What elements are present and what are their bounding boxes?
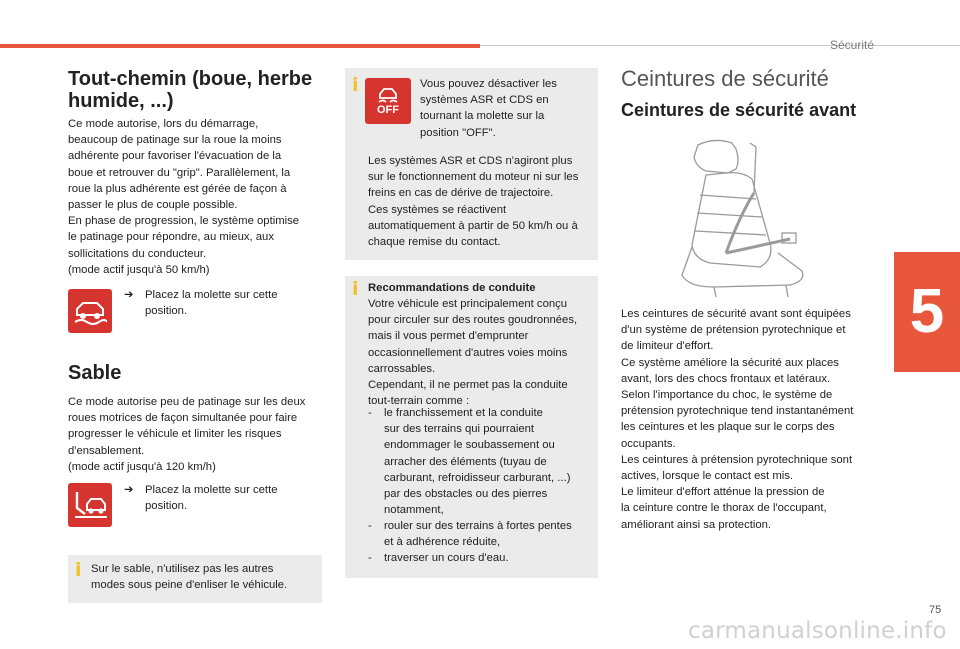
offroad-text: Ce mode autorise, lors du démarrage, beaucoup de patinage sur la roue la moins adhérente pour favoriser l'évacuation de la boue et retrouver du "grip". Parallèlement, la roue la plus adhérente est gérée de façon à passer le plus de couple possible. En phase de progression, le système optimise le patinage pour répondre, au mieux, aux sollicitations du conducteur. (mode actif jusqu'à 50 km/h) — [68, 118, 300, 276]
info-icon: i — [352, 74, 359, 96]
info-icon: i — [75, 559, 82, 581]
sand-heading: Sable — [68, 362, 122, 384]
info-icon: i — [352, 278, 359, 300]
sand-text: Ce mode autorise peu de patinage sur les deux roues motrices de façon simultanée pour faire progresser le véhicule et limiter les risques d'ensablement. (mode actif jusqu'à 120 km/h) — [68, 396, 306, 473]
sand-note-box — [68, 555, 322, 603]
page-number: 75 — [929, 604, 942, 616]
seat-illustration — [670, 135, 820, 300]
off-info-box — [345, 68, 598, 260]
list-item-text: rouler sur des terrains à fortes pentes et à adhérence réduite, — [384, 520, 572, 549]
list-item-text: le franchissement et la conduite sur des terrains qui pourraient endommager le soubassement ou arracher des éléments (tuyau de carburant, refroidisseur carburant, ...) par des obstacles ou des pierres notamment, — [384, 407, 571, 517]
header-accent-bar — [0, 44, 480, 48]
list-item-text: traverser un cours d'eau. — [384, 552, 509, 564]
front-seatbelts-heading: Ceintures de sécurité avant — [621, 100, 857, 120]
off-text: Vous pouvez désactiver les systèmes ASR et CDS en tournant la molette sur la position "OFF". — [420, 78, 557, 139]
recommend-box — [345, 276, 598, 578]
seatbelts-text: Les ceintures de sécurité avant sont équipées d'un système de prétension pyrotechnique et de limiteur d'effort. Ce système améliore la sécurité aux places avant, lors des chocs frontaux et latéraux. Selon l'importance du choc, le système de prétension pyrotechnique tend instantanément les ceintures et les plaque sur le corps des occupants. Les ceintures à prétension pyrotechnique sont actives, lorsque le contact est mis. Le limiteur d'effort atténue la pression de la ceinture contre le thorax de l'occupant, améliorant ainsi sa protection. — [621, 308, 854, 531]
section-title: Sécurité — [829, 38, 874, 52]
bullet-arrow-icon: ➔ — [124, 484, 134, 496]
list-item — [368, 550, 596, 599]
offroad-mode-icon — [68, 289, 112, 333]
sand-bullet — [124, 482, 300, 531]
offroad-bullet-text: Placez la molette sur cette position. — [145, 289, 278, 318]
header-rule — [480, 45, 960, 46]
list-dash: - — [368, 552, 372, 564]
list-dash: - — [368, 407, 372, 419]
sand-bullet-text: Placez la molette sur cette position. — [145, 484, 278, 513]
chapter-number: 5 — [909, 277, 945, 346]
sand-note-text: Sur le sable, n'utilisez pas les autres modes sous peine d'enliser le véhicule. — [91, 563, 288, 592]
bullet-arrow-icon: ➔ — [124, 289, 134, 301]
recommend-title: Recommandations de conduite — [368, 282, 536, 294]
esp-off-icon — [365, 78, 411, 124]
esp-off-label: OFF — [377, 104, 399, 116]
seatbelts-heading: Ceintures de sécurité — [621, 66, 829, 91]
list-dash: - — [368, 520, 372, 532]
list-item — [368, 405, 596, 517]
off-text-2: Les systèmes ASR et CDS n'agiront plus sur le fonctionnement du moteur ni sur les freins en cas de dérive de trajectoire. Ces systèmes se réactivent automatiquement à partir de 50 km/h ou à chaque remise du contact. — [368, 155, 579, 249]
recommend-text: Votre véhicule est principalement conçu pour circuler sur des routes goudronnées, mais il vous permet d'emprunter occasionnellement d'autres voies moins carrossables. Cependant, il ne permet pas la conduite tout-terrain comme : — [368, 298, 578, 408]
watermark: carmanualsonline.info — [688, 618, 947, 644]
sand-mode-icon — [68, 483, 112, 527]
offroad-bullet — [124, 287, 300, 336]
offroad-heading: Tout-chemin (boue, herbe humide, ...) — [68, 68, 313, 112]
